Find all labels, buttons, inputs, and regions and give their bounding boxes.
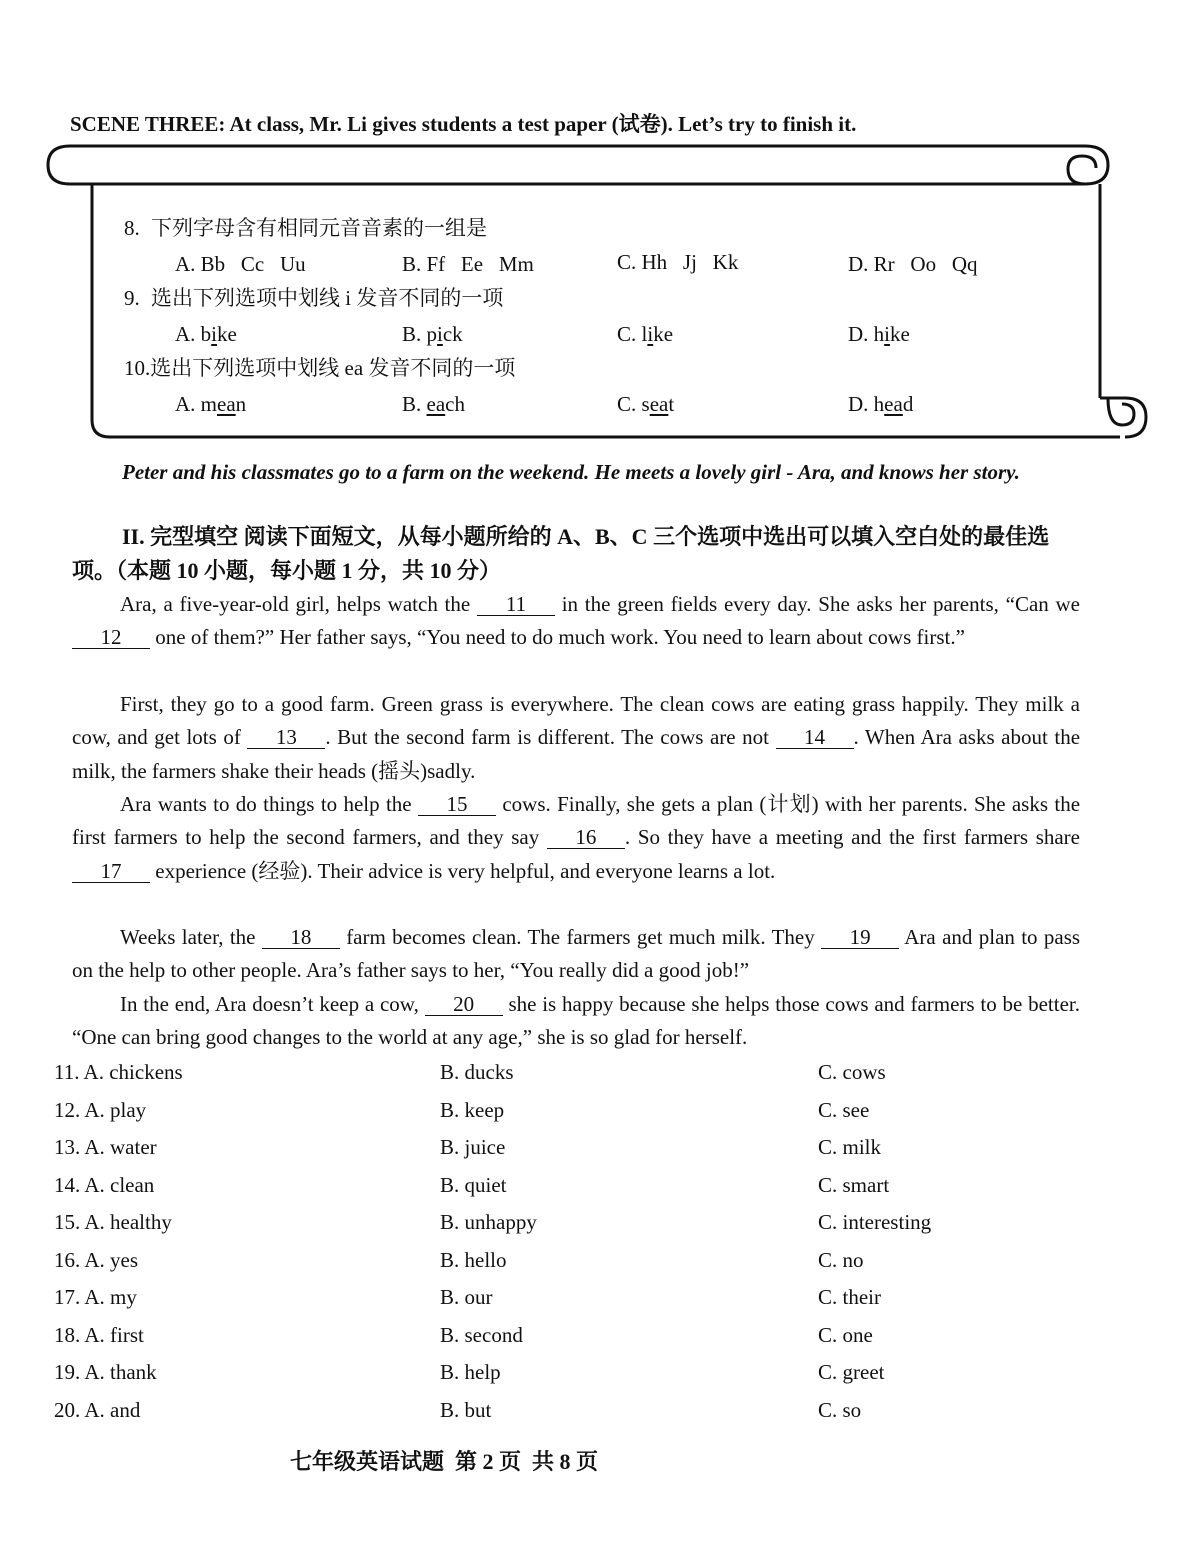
blank-18: 18 (262, 926, 340, 949)
q10-option-c: C. seat (617, 392, 675, 416)
blank-20: 20 (425, 993, 503, 1016)
page-footer: 七年级英语试题 第 2 页 共 8 页 (290, 1449, 599, 1474)
choice-row: 20. A. and B. but C. so (54, 1397, 862, 1422)
q9-option-d: D. hike (848, 322, 910, 346)
choice-row: 15. A. healthy B. unhappy C. interesting (54, 1210, 932, 1234)
passage-paragraph-1: Ara, a five-year-old girl, helps watch the 11 in the green fields every day. She asks her parents, “Can we 12 one of them?” Her father says, “You need to do much work. You need to learn about cows first.” (72, 588, 1080, 655)
passage-paragraph-5: In the end, Ara doesn’t keep a cow, 20 she is happy because she helps those cows and farmers to be better. “One can bring good changes to the world at any age,” she is so glad for herself. (72, 992, 1080, 1050)
blank-14: 14 (776, 726, 854, 749)
q10-option-a: A. mean (175, 392, 247, 416)
choice-row: 18. A. first B. second C. one (54, 1322, 873, 1347)
blank-17: 17 (72, 860, 150, 883)
blank-12: 12 (72, 626, 150, 649)
q8-option-c: C. Hh Jj Kk (617, 250, 739, 274)
passage-paragraph-2: First, they go to a good farm. Green grass is everywhere. The clean cows are eating grass happily. They milk a cow, and get lots of 13 . But the second farm is different. The cows are not 14 . When Ara asks about the milk, the farmers shake their heads (摇头)sadly. (72, 692, 1081, 783)
blank-19: 19 (821, 926, 899, 949)
choices-list (54, 1060, 1054, 1435)
section-heading: II. 完型填空 阅读下面短文，从每小题所给的 A、B、C 三个选项中选出可以填入空白处的最佳选项。（本题 10 小题，每小题 1 分，共 10 分） (72, 524, 1050, 583)
passage-paragraph-4: Weeks later, the 18 farm becomes clean. The farmers get much milk. They 19 Ara and plan to pass on the help to other people. Ara’s father says to her, “You really did a good job!” (72, 925, 1081, 983)
q8-option-d: D. Rr Oo Qq (848, 252, 978, 276)
question-9: 9. 选出下列选项中划线 i 发音不同的一项 (124, 286, 504, 310)
question-8: 8. 下列字母含有相同元音音素的一组是 (124, 216, 487, 240)
choice-row: 19. A. thank B. help C. greet (54, 1360, 885, 1384)
choice-row: 12. A. play B. keep C. see (54, 1097, 870, 1122)
q9-option-b: B. pick (402, 322, 463, 346)
choice-row: 17. A. my B. our C. their (54, 1285, 881, 1309)
blank-13: 13 (247, 726, 325, 749)
story-intro: Peter and his classmates go to a farm on the weekend. He meets a lovely girl - Ara, and knows her story. (122, 460, 1020, 484)
passage-paragraph-3: Ara wants to do things to help the 15 cows. Finally, she gets a plan (计划) with her parents. She asks the first farmers to help the second farmers, and they say 16 . So they have a meeting and the first farmers share 17 experience (经验). Their advice is very helpful, and everyone learns a lot. (72, 792, 1081, 883)
q8-option-b: B. Ff Ee Mm (402, 252, 534, 276)
choice-row: 13. A. water B. juice C. milk (54, 1135, 882, 1159)
choice-row: 14. A. clean B. quiet C. smart (54, 1172, 890, 1197)
q10-option-d: D. head (848, 392, 914, 416)
choice-row: 16. A. yes B. hello C. no (54, 1247, 864, 1272)
blank-15: 15 (418, 793, 496, 816)
q8-option-a: A. Bb Cc Uu (175, 252, 306, 276)
q9-option-a: A. bike (175, 322, 237, 346)
question-10: 10.选出下列选项中划线 ea 发音不同的一项 (124, 356, 516, 380)
blank-16: 16 (547, 826, 625, 849)
scene-title: SCENE THREE: At class, Mr. Li gives students a test paper (试卷). Let’s try to finish it. (70, 112, 857, 136)
q10-option-b: B. each (402, 392, 465, 416)
blank-11: 11 (477, 593, 555, 616)
q9-option-c: C. like (617, 322, 674, 346)
choice-row: 11. A. chickens B. ducks C. cows (54, 1060, 886, 1084)
